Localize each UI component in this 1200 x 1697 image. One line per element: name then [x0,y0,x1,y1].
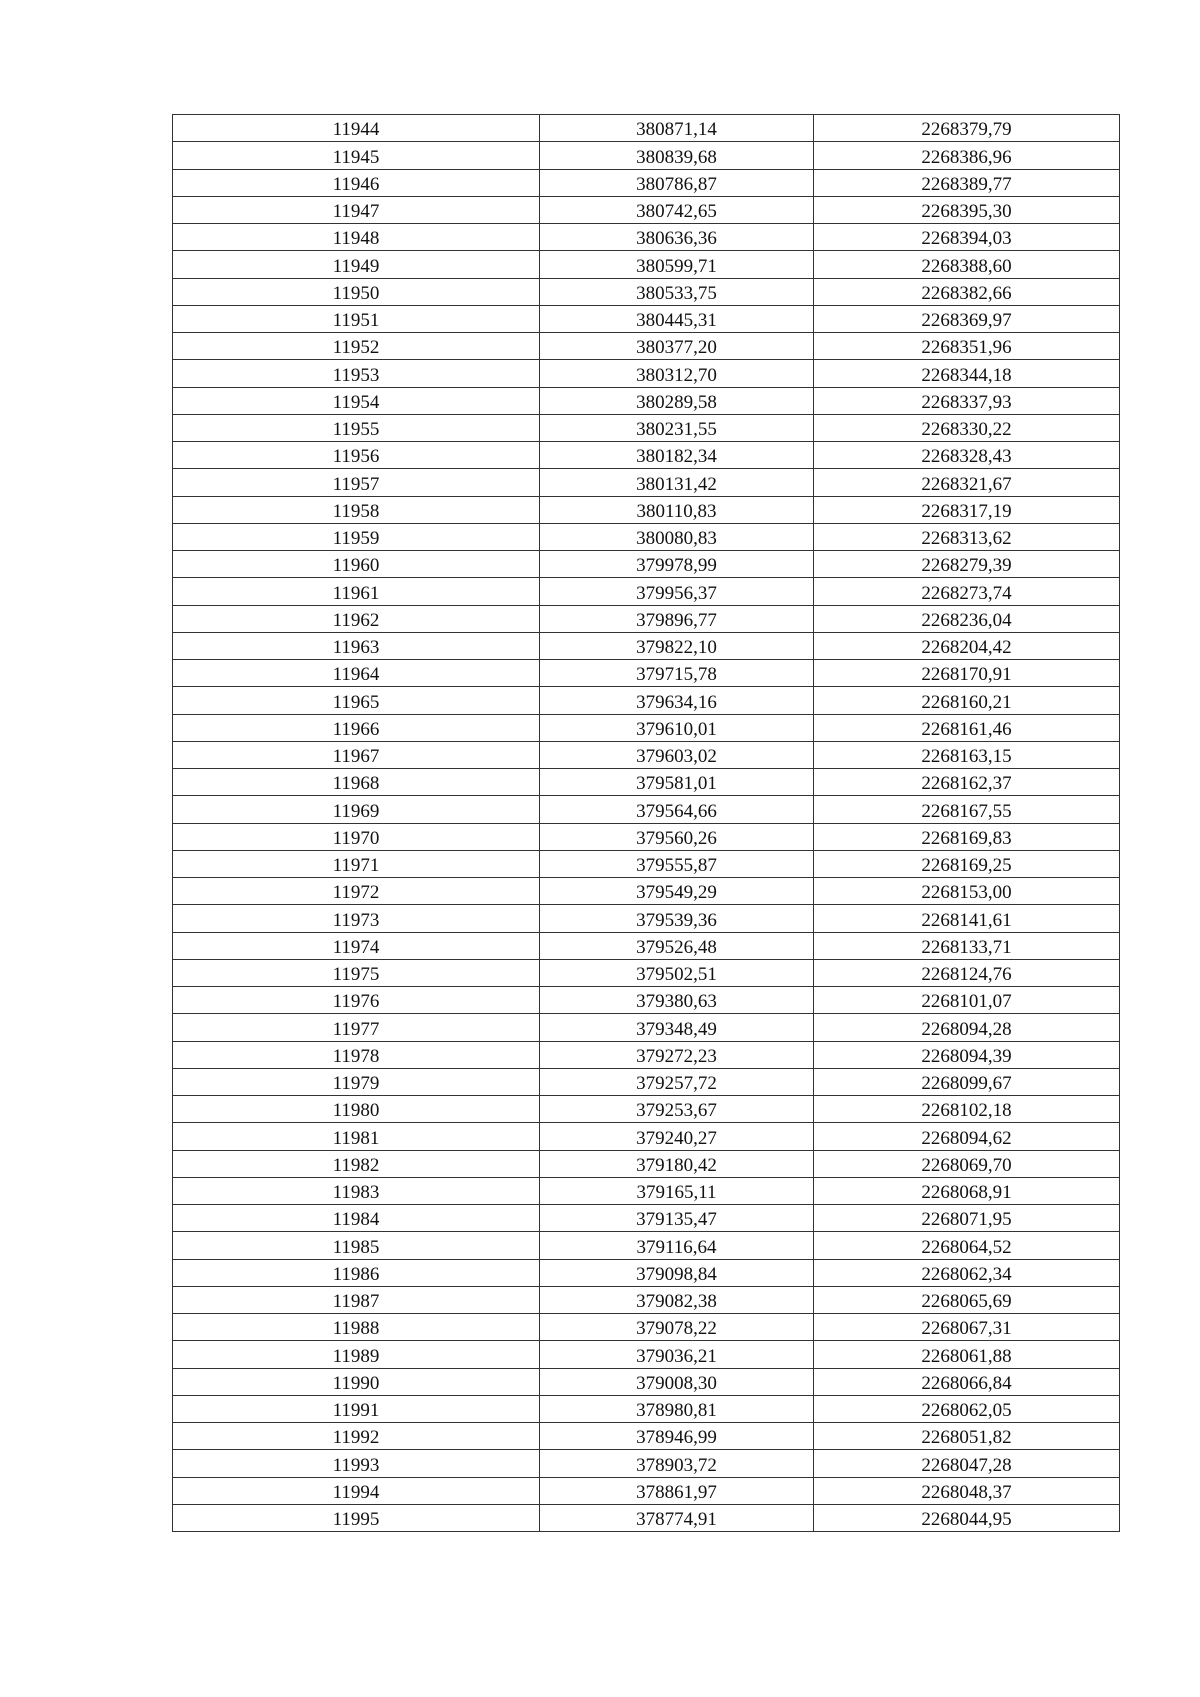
point-number-cell: 11972 [173,878,540,905]
table-row [173,687,1120,714]
y-coordinate-cell: 2268061,88 [814,1341,1120,1368]
y-coordinate-cell: 2268313,62 [814,523,1120,550]
y-coordinate-cell: 2268065,69 [814,1286,1120,1313]
y-coordinate-cell: 2268062,34 [814,1259,1120,1286]
table-row [173,1368,1120,1395]
x-coordinate-cell: 379715,78 [540,660,814,687]
x-coordinate-cell: 380289,58 [540,387,814,414]
table-row [173,360,1120,387]
table-row [173,1232,1120,1259]
table-row [173,551,1120,578]
table-row [173,850,1120,877]
y-coordinate-cell: 2268094,39 [814,1041,1120,1068]
x-coordinate-cell: 378946,99 [540,1423,814,1450]
y-coordinate-cell: 2268337,93 [814,387,1120,414]
x-coordinate-cell: 379610,01 [540,714,814,741]
y-coordinate-cell: 2268162,37 [814,769,1120,796]
y-coordinate-cell: 2268388,60 [814,251,1120,278]
point-number-cell: 11964 [173,660,540,687]
point-number-cell: 11980 [173,1096,540,1123]
table-row [173,142,1120,169]
point-number-cell: 11960 [173,551,540,578]
point-number-cell: 11967 [173,741,540,768]
x-coordinate-cell: 379257,72 [540,1068,814,1095]
point-number-cell: 11976 [173,987,540,1014]
y-coordinate-cell: 2268169,25 [814,850,1120,877]
x-coordinate-cell: 380182,34 [540,442,814,469]
point-number-cell: 11961 [173,578,540,605]
x-coordinate-cell: 379549,29 [540,878,814,905]
point-number-cell: 11981 [173,1123,540,1150]
y-coordinate-cell: 2268317,19 [814,496,1120,523]
point-number-cell: 11966 [173,714,540,741]
y-coordinate-cell: 2268047,28 [814,1450,1120,1477]
point-number-cell: 11990 [173,1368,540,1395]
x-coordinate-cell: 380445,31 [540,305,814,332]
table-row [173,169,1120,196]
table-row [173,959,1120,986]
y-coordinate-cell: 2268071,95 [814,1205,1120,1232]
table-row [173,278,1120,305]
table-row [173,1123,1120,1150]
point-number-cell: 11978 [173,1041,540,1068]
x-coordinate-cell: 379116,64 [540,1232,814,1259]
y-coordinate-cell: 2268394,03 [814,224,1120,251]
table-row [173,1341,1120,1368]
y-coordinate-cell: 2268382,66 [814,278,1120,305]
x-coordinate-cell: 379180,42 [540,1150,814,1177]
table-row [173,1096,1120,1123]
x-coordinate-cell: 379634,16 [540,687,814,714]
point-number-cell: 11983 [173,1177,540,1204]
y-coordinate-cell: 2268321,67 [814,469,1120,496]
y-coordinate-cell: 2268351,96 [814,333,1120,360]
y-coordinate-cell: 2268386,96 [814,142,1120,169]
table-row [173,115,1120,142]
table-row [173,305,1120,332]
table-row [173,878,1120,905]
table-row [173,660,1120,687]
table-row [173,387,1120,414]
y-coordinate-cell: 2268170,91 [814,660,1120,687]
x-coordinate-cell: 380871,14 [540,115,814,142]
x-coordinate-cell: 379560,26 [540,823,814,850]
x-coordinate-cell: 379896,77 [540,605,814,632]
point-number-cell: 11984 [173,1205,540,1232]
point-number-cell: 11994 [173,1477,540,1504]
point-number-cell: 11971 [173,850,540,877]
x-coordinate-cell: 380533,75 [540,278,814,305]
table-row [173,1395,1120,1422]
y-coordinate-cell: 2268133,71 [814,932,1120,959]
table-row [173,1450,1120,1477]
x-coordinate-cell: 379603,02 [540,741,814,768]
point-number-cell: 11957 [173,469,540,496]
table-row [173,714,1120,741]
point-number-cell: 11969 [173,796,540,823]
x-coordinate-cell: 379380,63 [540,987,814,1014]
table-row [173,224,1120,251]
table-row [173,741,1120,768]
point-number-cell: 11958 [173,496,540,523]
y-coordinate-cell: 2268094,28 [814,1014,1120,1041]
x-coordinate-cell: 379082,38 [540,1286,814,1313]
y-coordinate-cell: 2268163,15 [814,741,1120,768]
table-row [173,523,1120,550]
y-coordinate-cell: 2268395,30 [814,196,1120,223]
table-row [173,1068,1120,1095]
table-row [173,251,1120,278]
coordinates-table [172,114,1120,1532]
table-row [173,578,1120,605]
x-coordinate-cell: 380742,65 [540,196,814,223]
point-number-cell: 11974 [173,932,540,959]
y-coordinate-cell: 2268048,37 [814,1477,1120,1504]
point-number-cell: 11947 [173,196,540,223]
point-number-cell: 11963 [173,632,540,659]
y-coordinate-cell: 2268068,91 [814,1177,1120,1204]
y-coordinate-cell: 2268069,70 [814,1150,1120,1177]
x-coordinate-cell: 380599,71 [540,251,814,278]
y-coordinate-cell: 2268051,82 [814,1423,1120,1450]
point-number-cell: 11955 [173,414,540,441]
y-coordinate-cell: 2268344,18 [814,360,1120,387]
point-number-cell: 11954 [173,387,540,414]
point-number-cell: 11986 [173,1259,540,1286]
x-coordinate-cell: 379502,51 [540,959,814,986]
table-row [173,1205,1120,1232]
table-row [173,1423,1120,1450]
table-row [173,905,1120,932]
table-row [173,414,1120,441]
y-coordinate-cell: 2268141,61 [814,905,1120,932]
y-coordinate-cell: 2268330,22 [814,414,1120,441]
y-coordinate-cell: 2268167,55 [814,796,1120,823]
point-number-cell: 11993 [173,1450,540,1477]
x-coordinate-cell: 380377,20 [540,333,814,360]
y-coordinate-cell: 2268064,52 [814,1232,1120,1259]
table-row [173,496,1120,523]
y-coordinate-cell: 2268161,46 [814,714,1120,741]
x-coordinate-cell: 379078,22 [540,1314,814,1341]
x-coordinate-cell: 380080,83 [540,523,814,550]
y-coordinate-cell: 2268369,97 [814,305,1120,332]
point-number-cell: 11959 [173,523,540,550]
x-coordinate-cell: 379581,01 [540,769,814,796]
x-coordinate-cell: 378861,97 [540,1477,814,1504]
point-number-cell: 11970 [173,823,540,850]
x-coordinate-cell: 378903,72 [540,1450,814,1477]
table-row [173,987,1120,1014]
x-coordinate-cell: 380110,83 [540,496,814,523]
table-row [173,1259,1120,1286]
table-row [173,333,1120,360]
x-coordinate-cell: 379272,23 [540,1041,814,1068]
x-coordinate-cell: 380312,70 [540,360,814,387]
point-number-cell: 11965 [173,687,540,714]
y-coordinate-cell: 2268169,83 [814,823,1120,850]
table-row [173,796,1120,823]
y-coordinate-cell: 2268328,43 [814,442,1120,469]
x-coordinate-cell: 379098,84 [540,1259,814,1286]
x-coordinate-cell: 379555,87 [540,850,814,877]
point-number-cell: 11945 [173,142,540,169]
x-coordinate-cell: 379036,21 [540,1341,814,1368]
table-row [173,1286,1120,1313]
table-row [173,605,1120,632]
x-coordinate-cell: 380786,87 [540,169,814,196]
x-coordinate-cell: 379008,30 [540,1368,814,1395]
point-number-cell: 11944 [173,115,540,142]
x-coordinate-cell: 379822,10 [540,632,814,659]
table-row [173,1150,1120,1177]
table-row [173,823,1120,850]
point-number-cell: 11977 [173,1014,540,1041]
x-coordinate-cell: 379165,11 [540,1177,814,1204]
table-row [173,1041,1120,1068]
x-coordinate-cell: 379240,27 [540,1123,814,1150]
point-number-cell: 11950 [173,278,540,305]
y-coordinate-cell: 2268124,76 [814,959,1120,986]
table-row [173,1177,1120,1204]
x-coordinate-cell: 379253,67 [540,1096,814,1123]
table-row [173,442,1120,469]
table-row [173,932,1120,959]
x-coordinate-cell: 378980,81 [540,1395,814,1422]
x-coordinate-cell: 380231,55 [540,414,814,441]
point-number-cell: 11973 [173,905,540,932]
point-number-cell: 11951 [173,305,540,332]
point-number-cell: 11995 [173,1504,540,1531]
y-coordinate-cell: 2268102,18 [814,1096,1120,1123]
y-coordinate-cell: 2268094,62 [814,1123,1120,1150]
x-coordinate-cell: 379978,99 [540,551,814,578]
coordinates-table-body [173,115,1120,1532]
point-number-cell: 11956 [173,442,540,469]
point-number-cell: 11952 [173,333,540,360]
x-coordinate-cell: 379135,47 [540,1205,814,1232]
point-number-cell: 11992 [173,1423,540,1450]
y-coordinate-cell: 2268099,67 [814,1068,1120,1095]
table-row [173,1314,1120,1341]
y-coordinate-cell: 2268273,74 [814,578,1120,605]
point-number-cell: 11982 [173,1150,540,1177]
table-row [173,632,1120,659]
point-number-cell: 11989 [173,1341,540,1368]
table-row [173,1014,1120,1041]
point-number-cell: 11962 [173,605,540,632]
table-row [173,469,1120,496]
y-coordinate-cell: 2268044,95 [814,1504,1120,1531]
point-number-cell: 11948 [173,224,540,251]
point-number-cell: 11991 [173,1395,540,1422]
y-coordinate-cell: 2268279,39 [814,551,1120,578]
y-coordinate-cell: 2268379,79 [814,115,1120,142]
x-coordinate-cell: 379564,66 [540,796,814,823]
y-coordinate-cell: 2268062,05 [814,1395,1120,1422]
y-coordinate-cell: 2268236,04 [814,605,1120,632]
table-row [173,1504,1120,1531]
y-coordinate-cell: 2268101,07 [814,987,1120,1014]
y-coordinate-cell: 2268204,42 [814,632,1120,659]
x-coordinate-cell: 379956,37 [540,578,814,605]
x-coordinate-cell: 380636,36 [540,224,814,251]
point-number-cell: 11949 [173,251,540,278]
point-number-cell: 11946 [173,169,540,196]
x-coordinate-cell: 379539,36 [540,905,814,932]
y-coordinate-cell: 2268389,77 [814,169,1120,196]
table-row [173,769,1120,796]
y-coordinate-cell: 2268067,31 [814,1314,1120,1341]
point-number-cell: 11987 [173,1286,540,1313]
point-number-cell: 11988 [173,1314,540,1341]
table-row [173,196,1120,223]
y-coordinate-cell: 2268153,00 [814,878,1120,905]
point-number-cell: 11953 [173,360,540,387]
x-coordinate-cell: 378774,91 [540,1504,814,1531]
point-number-cell: 11975 [173,959,540,986]
x-coordinate-cell: 379348,49 [540,1014,814,1041]
y-coordinate-cell: 2268066,84 [814,1368,1120,1395]
point-number-cell: 11979 [173,1068,540,1095]
point-number-cell: 11985 [173,1232,540,1259]
point-number-cell: 11968 [173,769,540,796]
x-coordinate-cell: 380131,42 [540,469,814,496]
table-row [173,1477,1120,1504]
x-coordinate-cell: 380839,68 [540,142,814,169]
y-coordinate-cell: 2268160,21 [814,687,1120,714]
x-coordinate-cell: 379526,48 [540,932,814,959]
